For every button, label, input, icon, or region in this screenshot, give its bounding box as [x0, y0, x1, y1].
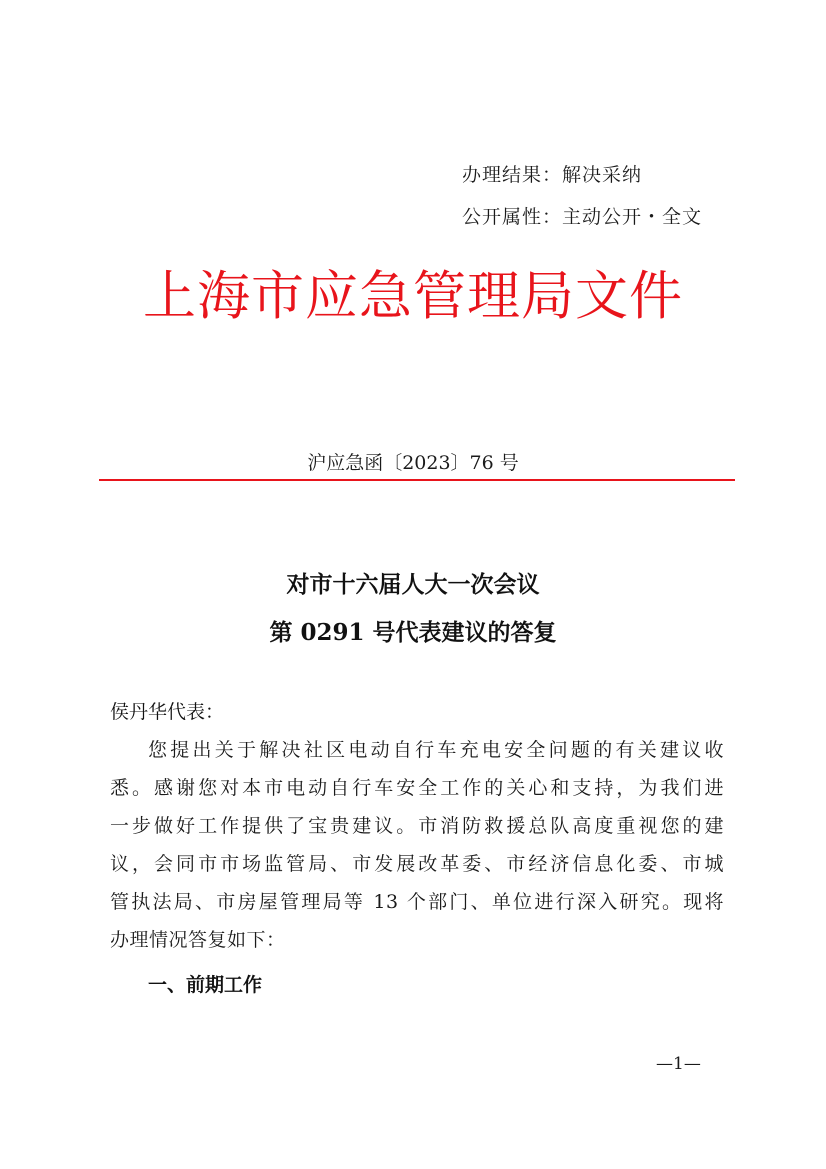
- meta-publicity: 公开属性：主动公开・全文: [462, 206, 703, 228]
- body-paragraph-line: 一步做好工作提供了宝贵建议。市消防救援总队高度重视您的建: [110, 815, 724, 837]
- body-paragraph-line: 管执法局、市房屋管理局等 13 个部门、单位进行深入研究。现将: [110, 891, 724, 913]
- page-number: —1—: [656, 1054, 701, 1074]
- reply-title-line-1: 对市十六届人大一次会议: [286, 571, 540, 598]
- body-paragraph-line: 议，会同市市场监管局、市发展改革委、市经济信息化委、市城: [110, 853, 724, 875]
- document-number: 沪应急函〔2023〕76 号: [307, 452, 519, 474]
- salutation: 侯丹华代表：: [110, 701, 225, 723]
- body-paragraph-line: 悉。感谢您对本市电动自行车安全工作的关心和支持，为我们进: [110, 777, 724, 799]
- body-paragraph-line: 您提出关于解决社区电动自行车充电安全问题的有关建议收: [148, 739, 724, 761]
- red-divider-rule: [99, 479, 735, 481]
- section-heading: 一、前期工作: [148, 974, 263, 996]
- document-header-title: 上海市应急管理局文件: [143, 266, 683, 327]
- body-paragraph-line: 办理情况答复如下：: [110, 929, 286, 951]
- reply-title-line-2: 第 0291 号代表建议的答复: [269, 619, 557, 646]
- meta-result: 办理结果：解决采纳: [462, 164, 643, 186]
